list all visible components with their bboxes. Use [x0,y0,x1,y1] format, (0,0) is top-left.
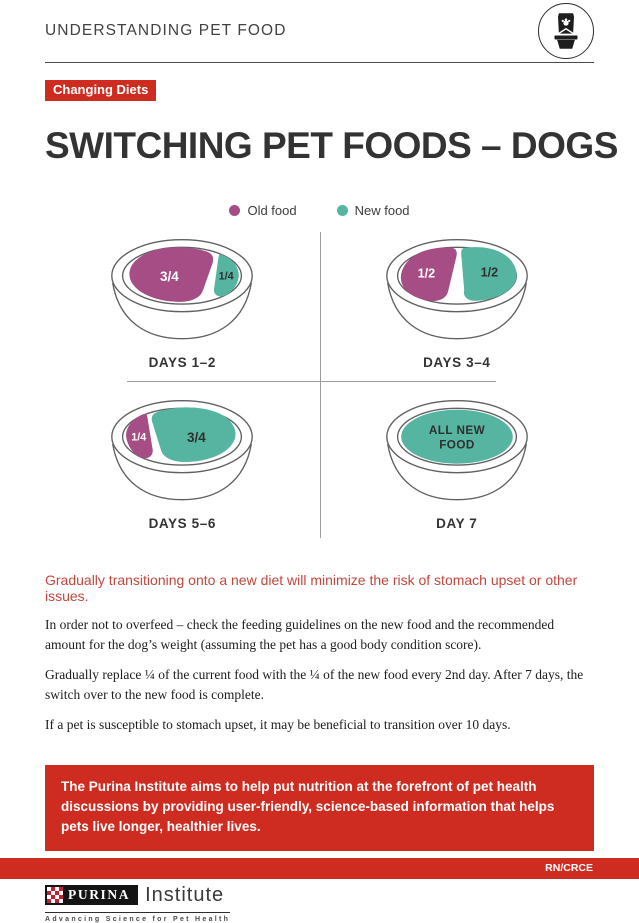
page-header [45,0,594,62]
footer-code: RN/CRCE [545,862,593,874]
old-food-dot-icon [229,205,240,216]
legend-label-new: New food [354,203,410,218]
body-paragraph: In order not to overfeed – check the feeding guidelines on the new food and the recommended amount for the dog’s weight (assuming the pet has a good body condition score). [45,617,555,652]
purina-brand-text: PURINA [68,887,131,903]
pet-food-bag-and-bowl-icon [538,3,594,59]
bowl-day-label: DAYS 5–6 [148,516,216,531]
footer-bar [0,858,639,879]
purina-checkerboard-icon [47,887,63,903]
bowl-diagram-grid [45,230,594,542]
portion-value: 1/4 [131,431,147,444]
purina-wordmark [45,885,138,905]
header-title: UNDERSTANDING PET FOOD [45,22,287,39]
portion-value-line2: FOOD [438,438,475,452]
bowl-days-5-6 [45,381,320,542]
portion-value: 3/4 [160,269,180,285]
legend-item-new-food [337,203,410,218]
bowl-day-label: DAYS 1–2 [148,355,216,370]
bowl-day-label: DAY 7 [436,516,478,531]
header-divider [45,62,594,63]
section-badge: Changing Diets [45,80,156,101]
legend [45,203,594,218]
bowl-diagram-day-7 [367,397,547,507]
body-paragraph: If a pet is susceptible to stomach upset, it may be beneficial to transition over 10 days. [45,717,511,733]
portion-value: 1/2 [417,266,435,281]
bowl-diagram-days-1-2 [92,236,272,346]
page-title: SWITCHING PET FOODS – DOGS [45,125,618,166]
mission-callout: The Purina Institute aims to help put nutrition at the forefront of pet health discussions by providing user-friendly, science-based information that helps pets live longer, healthier lives. [45,765,594,851]
bowl-day-7 [320,381,595,542]
portion-value: 1/2 [480,265,498,280]
portion-value-line1: ALL NEW [428,424,485,437]
portion-value: 3/4 [187,430,207,446]
bowl-diagram-days-3-4 [367,236,547,346]
bowl-days-1-2 [45,230,320,381]
legend-label-old: Old food [247,203,297,218]
portion-value: 1/4 [218,270,234,283]
logo-tagline: Advancing Science for Pet Health [45,915,231,923]
horizontal-divider [127,381,496,382]
bowl-days-3-4 [320,230,595,381]
logo-divider [45,912,230,913]
vertical-divider [320,232,321,538]
legend-item-old-food [229,203,296,218]
body-paragraph: Gradually replace ¼ of the current food with the ¼ of the new food every 2nd day. After 7 days, the switch over to the new food is complete. [45,667,584,702]
purina-institute-logo [45,884,230,923]
institute-text: Institute [145,883,225,906]
bowl-day-label: DAYS 3–4 [423,355,491,370]
new-food-dot-icon [337,205,348,216]
bowl-diagram-days-5-6 [92,397,272,507]
highlight-sentence: Gradually transitioning onto a new diet will minimize the risk of stomach upset or other issues. [45,572,578,604]
